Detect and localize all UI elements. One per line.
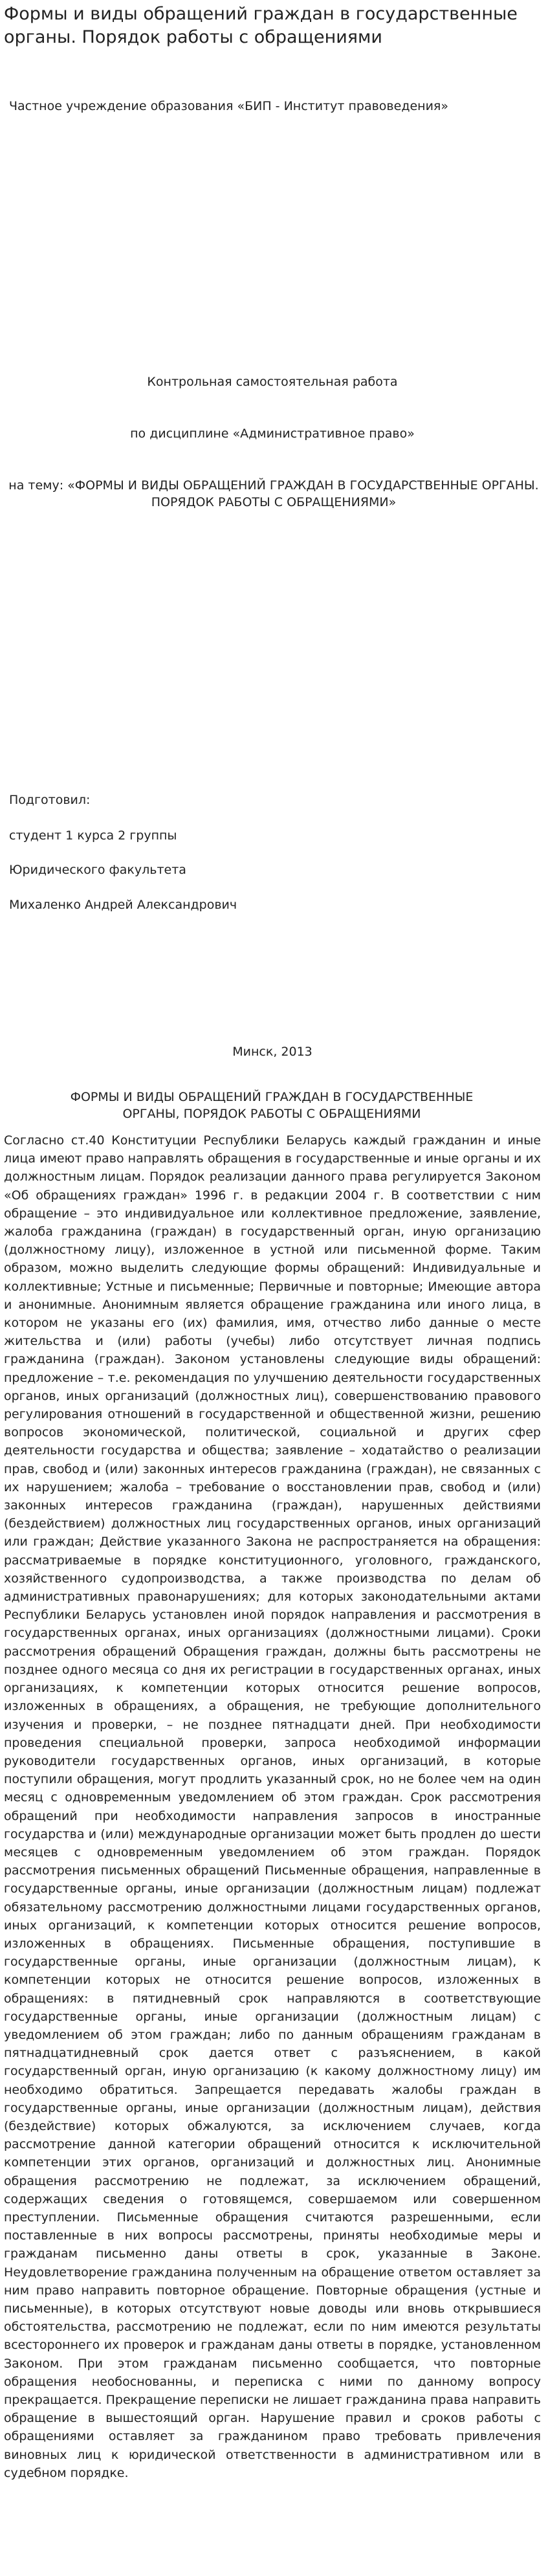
- section-heading: ФОРМЫ И ВИДЫ ОБРАЩЕНИЙ ГРАЖДАН В ГОСУДАРСТВЕННЫЕ ОРГАНЫ, ПОРЯДОК РАБОТЫ С ОБРАЩЕНИЯМИ: [70, 1090, 474, 1121]
- document-title: Формы и виды обращений граждан в государственные органы. Порядок работы с обращениями: [4, 4, 518, 47]
- prepared-label: Подготовил:: [9, 793, 91, 807]
- author-name: Михаленко Андрей Александрович: [9, 898, 237, 912]
- work-type: Контрольная самостоятельная работа: [147, 375, 398, 389]
- discipline-line: по дисциплине «Административное право»: [130, 427, 415, 441]
- faculty-line: Юридического факультета: [9, 863, 186, 877]
- city-year: Минск, 2013: [232, 1045, 312, 1059]
- institution-name: Частное учреждение образования «БИП - Институт правоведения»: [9, 99, 448, 113]
- body-paragraph: Согласно ст.40 Конституции Республики Беларусь каждый гражданин и иные лица имеют право направлять обращения в государственные и иные органы и их должностным лицам. Порядок реализации данного права регулируется Законом «Об обращениях граждан» 1996 г. в редакции 2004 г. В соответствии с ним обращение – это индивидуальное или коллективное предложение, заявление, жалоба гражданина (граждан) в государственный орган, иную организацию (должностному лицу), изложенное в устной или письменной форме. Таким образом, можно выделить следующие формы обращений: Индивидуальные и коллективные; Устные и письменные; Первичные и повторные; Имеющие автора и анонимные. Анонимным является обращение гражданина или иного лица, в котором не указаны его (их) фамилия, имя, отчество либо данные о месте жительства и (или) работы (учебы) либо отсутствует личная подпись гражданина (граждан). Законом установлены следующие виды обращений: предложение – т.е. рекомендация по улучшению деятельности государственных органов, иных организаций (должностных лиц), совершенствованию правового регулирования отношений в государственной и общественной жизни, решению вопросов экономической, политической, социальной и других сфер деятельности государства и общества; заявление – ходатайство о реализации прав, свобод и (или) законных интересов гражданина (граждан), не связанных с их нарушением; жалоба – требование о восстановлении прав, свобод и (или) законных интересов гражданина (граждан), нарушенных действиями (бездействием) должностных лиц государственных органов, иных организаций или граждан; Действие указанного Закона не распространяется на обращения: рассматриваемые в порядке конституционного, уголовного, гражданского, хозяйственного судопроизводства, а также производства по делам об административных правонарушениях; для которых законодательными актами Республики Беларусь установлен иной порядок направления и рассмотрения в государственных органах, иных организациях (должностными лицами). Сроки рассмотрения обращений Обращения граждан, должны быть рассмотрены не позднее одного месяца со дня их регистрации в государственных органах, иных организациях, к компетенции которых относится решение вопросов, изложенных в обращениях, а обращения, не требующие дополнительного изучения и проверки, – не позднее пятнадцати дней. При необходимости проведения специальной проверки, запроса необходимой информации руководители государственных органов, иных организаций, в которые поступили обращения, могут продлить указанный срок, но не более чем на один месяц с одновременным уведомлением об этом граждан. Срок рассмотрения обращений при необходимости направления запросов в иностранные государства и (или) международные организации может быть продлен до шести месяцев с одновременным уведомлением об этом граждан. Порядок рассмотрения письменных обращений Письменные обращения, направленные в государственные органы, иные организации (должностным лицам) подлежат обязательному рассмотрению должностными лицами государственных органов, иных организаций, к компетенции которых относится решение вопросов, изложенных в обращениях. Письменные обращения, поступившие в государственные органы, иные организации (должностным лицам), к компетенции которых не относится решение вопросов, изложенных в обращениях: в пятидневный срок направляются в соответствующие государственные органы, иные организации (должностным лицам) с уведомлением об этом граждан; либо по данным обращениям гражданам в пятнадцатидневный срок дается ответ с разъяснением, в какой государственный орган, иную организацию (к какому должностному лицу) им необходимо обратиться. Запрещается передавать жалобы граждан в государственные органы, иные организации (должностным лицам), действия (бездействие) которых обжалуются, за исключением случаев, когда рассмотрение данной категории обращений относится к исключительной компетенции этих органов, организаций и должностных лиц. Анонимные обращения рассмотрению не подлежат, за исключением обращений, содержащих сведения о готовящемся, совершаемом или совершенном преступлении. Письменные обращения считаются разрешенными, если поставленные в них вопросы рассмотрены, приняты необходимые меры и гражданам письменно даны ответы в срок, указанные в Законе. Неудовлетворение гражданина полученным на обращение ответом оставляет за ним право направить повторное обращение. Повторные обращения (устные и письменные), в которых отсутствуют новые доводы или вновь открывшиеся обстоятельства, рассмотрению не подлежат, если по ним имеются результаты всестороннего их проверок и гражданам даны ответы в порядке, установленном Законом. При этом гражданам письменно сообщается, что повторные обращения необоснованны, и переписка с ними по данному вопросу прекращается. Прекращение переписки не лишает гражданина права направить обращение в вышестоящий орган. Нарушение правил и сроков работы с обращениями оставляет за гражданином право требовать привлечения виновных лиц к юридической ответственности в административном или в судебном порядке.: [4, 1133, 541, 2480]
- topic-line: на тему: «ФОРМЫ И ВИДЫ ОБРАЩЕНИЙ ГРАЖДАН В ГОСУДАРСТВЕННЫЕ ОРГАНЫ. ПОРЯДОК РАБОТЫ С ОБРАЩЕНИЯМИ»: [8, 478, 539, 509]
- student-line: студент 1 курса 2 группы: [9, 828, 177, 843]
